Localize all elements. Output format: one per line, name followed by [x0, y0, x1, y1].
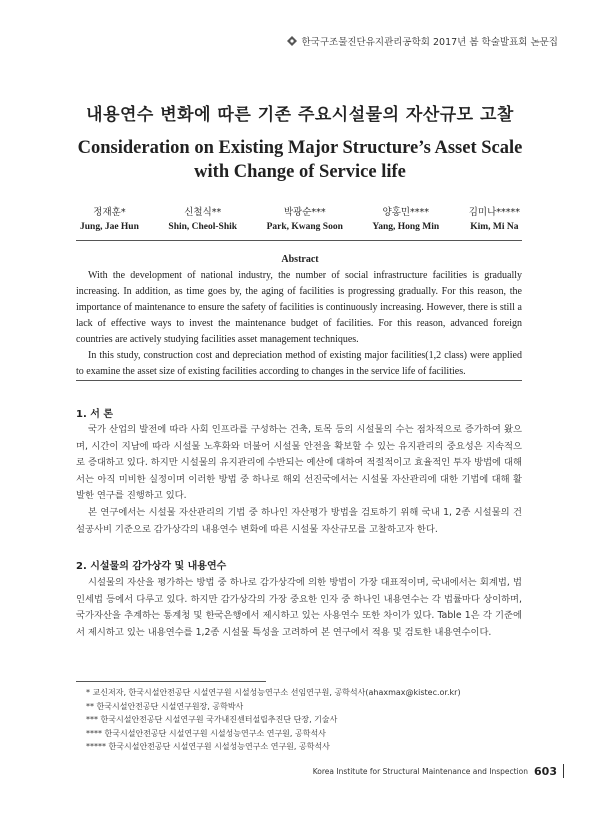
divider: [76, 240, 522, 241]
author-name-korean: 박광순***: [283, 207, 326, 218]
title-english: Consideration on Existing Major Structure’s Asset Scale with Change of Service life: [77, 138, 523, 182]
section-body: [76, 575, 522, 641]
divider: [76, 380, 522, 381]
author-name-english: Park, Kwang Soon: [266, 222, 343, 232]
society-logo-icon: [287, 36, 297, 46]
author: [372, 204, 439, 232]
title-korean: 내용연수 변화에 따른 기존 주요시설물의 자산규모 고찰: [86, 105, 514, 125]
footnote: *** 한국시설안전공단 시설연구원 국가내진센터설립추진단 단장, 기술사: [86, 715, 338, 724]
author-name-english: Jung, Jae Hun: [80, 222, 139, 232]
abstract-body: [76, 268, 522, 380]
footer-bar: [563, 764, 564, 778]
author-name-korean: 양홍민****: [382, 207, 430, 218]
author-list: [80, 204, 520, 232]
author: [469, 204, 520, 232]
author-name-korean: 신철식**: [184, 207, 222, 218]
section-heading: 2. 시설물의 감가상각 및 내용연수: [76, 561, 227, 572]
footnote: ***** 한국시설안전공단 시설연구원 시설성능연구소 연구원, 공학석사: [86, 742, 330, 751]
author: [168, 204, 237, 232]
author: [267, 204, 343, 232]
conference-name: 한국구조물진단유지관리공학회 2017년 봄 학술발표회 논문집: [301, 37, 558, 48]
page-footer: [313, 764, 564, 778]
footnote-divider: [76, 681, 266, 682]
author-name-korean: 김미나*****: [468, 207, 520, 218]
author-name-korean: 정재훈*: [93, 207, 126, 218]
footnotes: [86, 686, 461, 754]
author-name-english: Shin, Cheol-Shik: [168, 222, 238, 232]
author: [80, 204, 139, 232]
author-name-english: Kim, Mi Na: [470, 222, 519, 232]
conference-header: [287, 34, 558, 48]
abstract-paragraph: With the development of national industry, the number of social infrastructure facilities is gradually increasing. In addition, as time goes by, the aging of facilities is progressing gradually. For this reason, the importance of maintenance to ensure the safety of facilities is continuously increasing. However, there is still a lack of effective ways to invest the maintenance budget of facilities. For this reason, advanced foreign countries are actively studying facilities asset management techniques.: [76, 270, 522, 345]
section-body: [76, 422, 522, 538]
abstract-heading: Abstract: [281, 254, 319, 265]
body-paragraph: 본 연구에서는 시설물 자산관리의 기법 중 하나인 자산평가 방법을 검토하기 위해 국내 1, 2종 시설물의 건설공사비 기준으로 감가상각의 내용연수 변화에 따른 시설물 자산규모를 고찰하고자 한다.: [76, 506, 522, 535]
footer-institute: Korea Institute for Structural Maintenance and Inspection: [312, 766, 529, 776]
section-heading: 1. 서 론: [76, 409, 114, 420]
author-name-english: Yang, Hong Min: [372, 222, 440, 232]
footnote: ** 한국시설안전공단 시설연구원장, 공학박사: [86, 701, 244, 711]
abstract-paragraph: In this study, construction cost and depreciation method of existing major facilities(1,2 class) were applied to examine the asset size of existing facilities according to changes in the service life of facilities.: [76, 350, 522, 377]
page-number: 603: [534, 764, 557, 778]
body-paragraph: 국가 산업의 발전에 따라 사회 인프라를 구성하는 건축, 토목 등의 시설물의 수는 점차적으로 증가하여 왔으며, 시간이 지남에 따라 시설물 노후화와 더불어 시설물 안전을 확보할 수 있는 유지관리의 중요성은 지속적으로 증대하고 있다. 하지만 시설물의 유지관리에 수반되는 예산에 대하여 적절적이고 효율적인 투자 방법에 대해서는 아직 미비한 실정이며 이러한 방법 중 하나로 해외 선진국에서는 시설물 자산관리에 대한 기법에 대해 활발한 연구를 진행하고 있다.: [76, 424, 522, 502]
footnote: **** 한국시설안전공단 시설연구원 시설성능연구소 연구원, 공학석사: [86, 728, 326, 738]
footnote: * 교신저자, 한국시설안전공단 시설연구원 시설성능연구소 선임연구원, 공학석사(ahaxmax@kistec.or.kr): [86, 688, 461, 697]
body-paragraph: 시설물의 자산을 평가하는 방법 중 하나로 감가상각에 의한 방법이 가장 대표적이며, 국내에서는 회계법, 법인세법 등에서 다루고 있다. 하지만 감가상각의 가장 중요한 인자 중 하나인 내용연수는 각 법률마다 상이하며, 국가자산을 추계하는 통계청 및 한국은행에서 제시하고 있는 사용연수 또한 차이가 있다. Table 1은 각 기준에서 제시하고 있는 내용연수를 1,2종 시설물 특성을 고려하여 본 연구에서 적용 및 검토한 내용연수이다.: [76, 577, 522, 638]
